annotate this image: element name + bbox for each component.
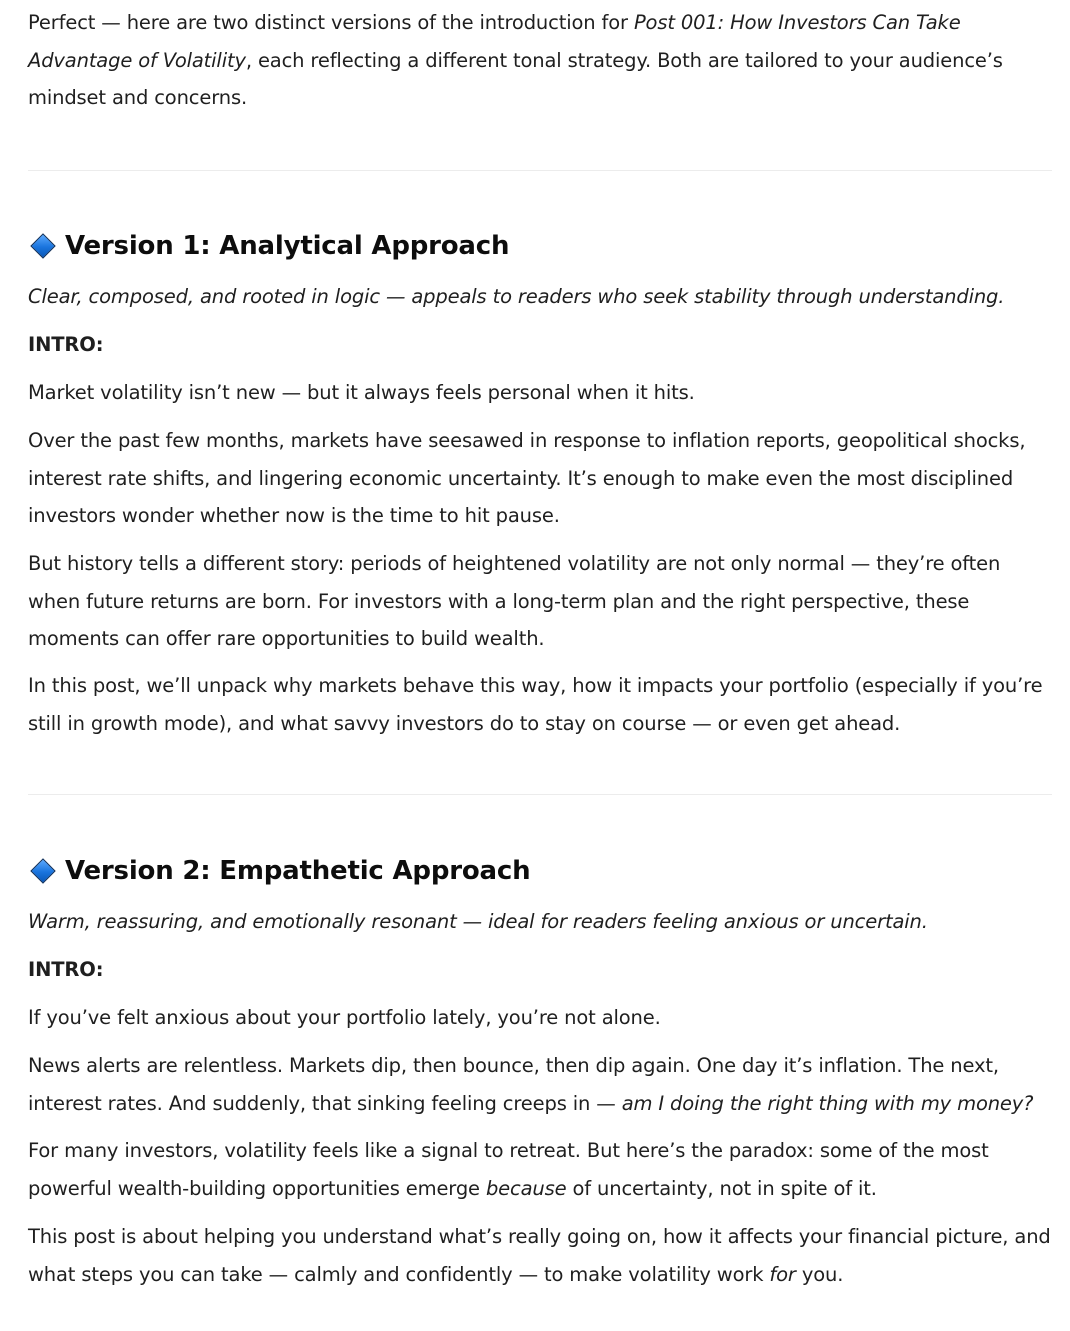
version-2-paragraph-2-text: News alerts are relentless. Markets dip, then bounce, then dip again. One day it’s inflation. The next, interest rates. And suddenly, that sinking feeling creeps in — bbox=[28, 1054, 999, 1115]
section-divider bbox=[28, 794, 1052, 795]
version-1-tagline: Clear, composed, and rooted in logic — appeals to readers who seek stability through understanding. bbox=[28, 285, 1005, 308]
version-2-paragraph-2-emphasis: am I doing the right thing with my money? bbox=[621, 1091, 1034, 1115]
version-2-paragraph-1: If you’ve felt anxious about your portfolio lately, you’re not alone. bbox=[28, 1006, 661, 1029]
version-1-paragraph-3: But history tells a different story: periods of heightened volatility are not only normal — they’re often when future returns are born. For investors with a long-term plan and the right perspective, these moments can offer rare opportunities to build wealth. bbox=[28, 552, 1001, 650]
version-2-tagline: Warm, reassuring, and emotionally resonant — ideal for readers feeling anxious or uncertain. bbox=[28, 910, 928, 933]
version-2-intro-label: INTRO: bbox=[28, 958, 104, 981]
version-1-paragraph-1: Market volatility isn’t new — but it always feels personal when it hits. bbox=[28, 381, 695, 404]
version-1-paragraph-4: In this post, we’ll unpack why markets behave this way, how it impacts your portfolio (especially if you’re still in growth mode), and what savvy investors do to stay on course — or even get ahead. bbox=[28, 674, 1043, 735]
post-title: Post 001: How Investors Can Take Advantage of Volatility bbox=[28, 11, 961, 72]
version-2-heading bbox=[30, 853, 530, 889]
intro-text-before: Perfect — here are two distinct versions of the introduction for bbox=[28, 11, 634, 34]
version-1-heading bbox=[30, 228, 509, 264]
version-1-intro-label: INTRO: bbox=[28, 333, 104, 356]
version-2-paragraph-4-before: This post is about helping you understand what’s really going on, how it affects your financial picture, and what steps you can take — calmly and confidently — to make volatility work bbox=[28, 1225, 1051, 1286]
version-2-paragraph-3 bbox=[28, 1132, 1052, 1207]
intro-paragraph bbox=[28, 4, 1048, 117]
blue-diamond-icon bbox=[30, 858, 55, 883]
version-2-paragraph-3-emphasis: because bbox=[485, 1176, 567, 1200]
version-2-paragraph-4-after: you. bbox=[795, 1262, 844, 1286]
version-2-heading-text: Version 2: Empathetic Approach bbox=[65, 856, 531, 886]
version-2-paragraph-3-after: of uncertainty, not in spite of it. bbox=[566, 1176, 877, 1200]
version-2-paragraph-3-before: For many investors, volatility feels like a signal to retreat. But here’s the paradox: some of the most powerful wealth-building opportunities emerge bbox=[28, 1139, 989, 1200]
intro-text-after: , each reflecting a different tonal strategy. Both are tailored to your audience’s mindset and concerns. bbox=[28, 48, 1003, 109]
version-2-paragraph-4-emphasis: for bbox=[769, 1262, 796, 1286]
blue-diamond-icon bbox=[30, 233, 55, 258]
version-1-paragraph-2: Over the past few months, markets have seesawed in response to inflation reports, geopolitical shocks, interest rate shifts, and lingering economic uncertainty. It’s enough to make even the most disciplined investors wonder whether now is the time to hit pause. bbox=[28, 429, 1026, 527]
section-divider bbox=[28, 170, 1052, 171]
version-2-paragraph-4 bbox=[28, 1218, 1052, 1293]
version-2-paragraph-2 bbox=[28, 1047, 1052, 1122]
version-1-heading-text: Version 1: Analytical Approach bbox=[65, 231, 510, 261]
